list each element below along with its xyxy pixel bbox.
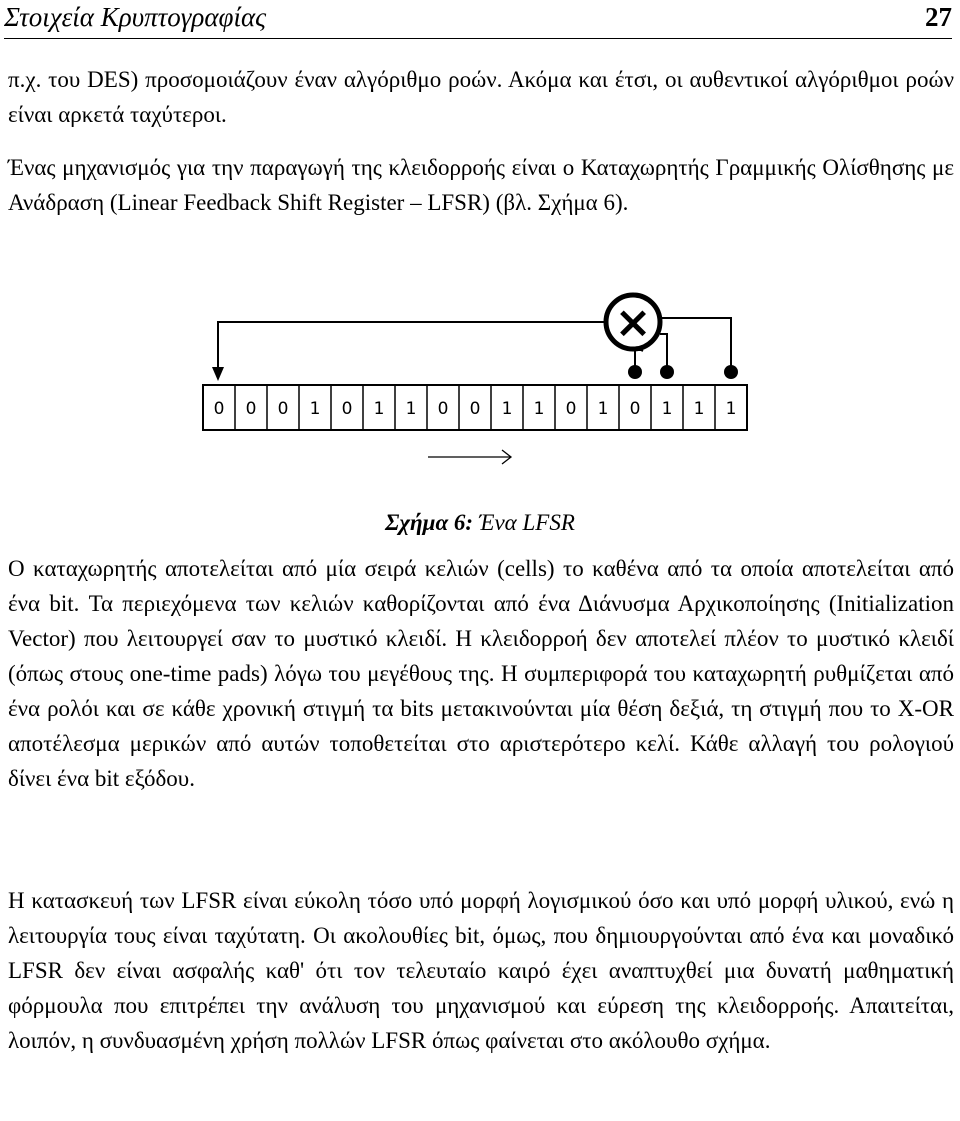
register-cell-bit: 1 (501, 399, 513, 419)
caption-text: Ένα LFSR (478, 510, 575, 535)
paragraph-3: Ο καταχωρητής αποτελείται από μία σειρά κελιών (cells) το καθένα από τα οποία αποτελείται από ένα bit. Τα περιεχόμενα των κελιών καθορίζονται από ένα Διάνυσμα Αρχικοποίησης (Initialization Vector) που λειτουργεί σαν το μυστικό κλειδί. Η κλειδορροή δεν αποτελεί πλέον το μυστικό κλειδί (όπως στους one-time pads) λόγω του μεγέθους της. Η συμπεριφορά του καταχωρητή ρυθμίζεται από ένα ρολόι και σε κάθε χρονική στιγμή τα bits μετακινούνται μία θέση δεξιά, τη στιγμή που το X-OR αποτέλεσμα μερικών από αυτών τοποθετείται στο αριστερότερο κελί. Κάθε αλλαγή του ρολογιού δίνει ένα bit εξόδου. (8, 556, 954, 791)
xor-symbol: × (614, 297, 652, 348)
paragraph-1: π.χ. του DES) προσομοιάζουν έναν αλγόριθμο ροών. Ακόμα και έτσι, οι αυθεντικοί αλγόριθμοι ροών είναι αρκετά ταχύτεροι. (8, 67, 954, 127)
figure-caption (0, 505, 960, 540)
register-cell-bit: 0 (245, 399, 257, 419)
register-cell-bit: 1 (725, 399, 737, 419)
page-number: 27 (925, 2, 952, 32)
register-cell-bit: 1 (309, 399, 321, 419)
register-cell-bit: 1 (373, 399, 385, 419)
register-cell-bit: 0 (277, 399, 289, 419)
lfsr-diagram (158, 267, 803, 487)
register-cell-bit: 0 (469, 399, 481, 419)
register-cell-bit: 0 (629, 399, 641, 419)
feedback-arrowhead (212, 367, 224, 381)
register-cell-bit: 0 (565, 399, 577, 419)
running-title: Στοιχεία Κρυπτογραφίας (4, 2, 267, 32)
register-cell-bit: 0 (213, 399, 225, 419)
register-cell-bit: 0 (437, 399, 449, 419)
tap-line (660, 318, 731, 372)
register-cells (203, 385, 747, 430)
paragraph-2: Ένας μηχανισμός για την παραγωγή της κλειδορροής είναι ο Καταχωρητής Γραμμικής Ολίσθησης με Ανάδραση (Linear Feedback Shift Register – LFSR) (βλ. Σχήμα 6). (8, 155, 954, 215)
register-cell-bit: 0 (341, 399, 353, 419)
lfsr-figure (158, 267, 803, 492)
page-header (4, 0, 952, 39)
shift-direction-arrow (428, 450, 511, 464)
register-cell-bit: 1 (661, 399, 673, 419)
register-cell-bit: 1 (405, 399, 417, 419)
caption-label: Σχήμα 6: (385, 510, 474, 535)
xor-gate (606, 295, 660, 349)
feedback-line (218, 322, 606, 369)
register-cell-bit: 1 (533, 399, 545, 419)
paragraph-4: Η κατασκευή των LFSR είναι εύκολη τόσο υπό μορφή λογισμικού όσο και υπό μορφή υλικού, ενώ η λειτουργία τους είναι ταχύτατη. Οι ακολουθίες bit, όμως, που δημιουργούνται από ένα και μοναδικό LFSR δεν είναι ασφαλής καθ' ότι τον τελευταίο καιρό έχει αναπτυχθεί μια δυνατή μαθηματική φόρμουλα που επιτρέπει την ανάλυση του μηχανισμού και εύρεση της κλειδορροής. Απαιτείται, λοιπόν, η συνδυασμένη χρήση πολλών LFSR όπως φαίνεται στο ακόλουθο σχήμα. (8, 888, 954, 1053)
register-cell-bit: 1 (597, 399, 609, 419)
register-cell-bit: 1 (693, 399, 705, 419)
